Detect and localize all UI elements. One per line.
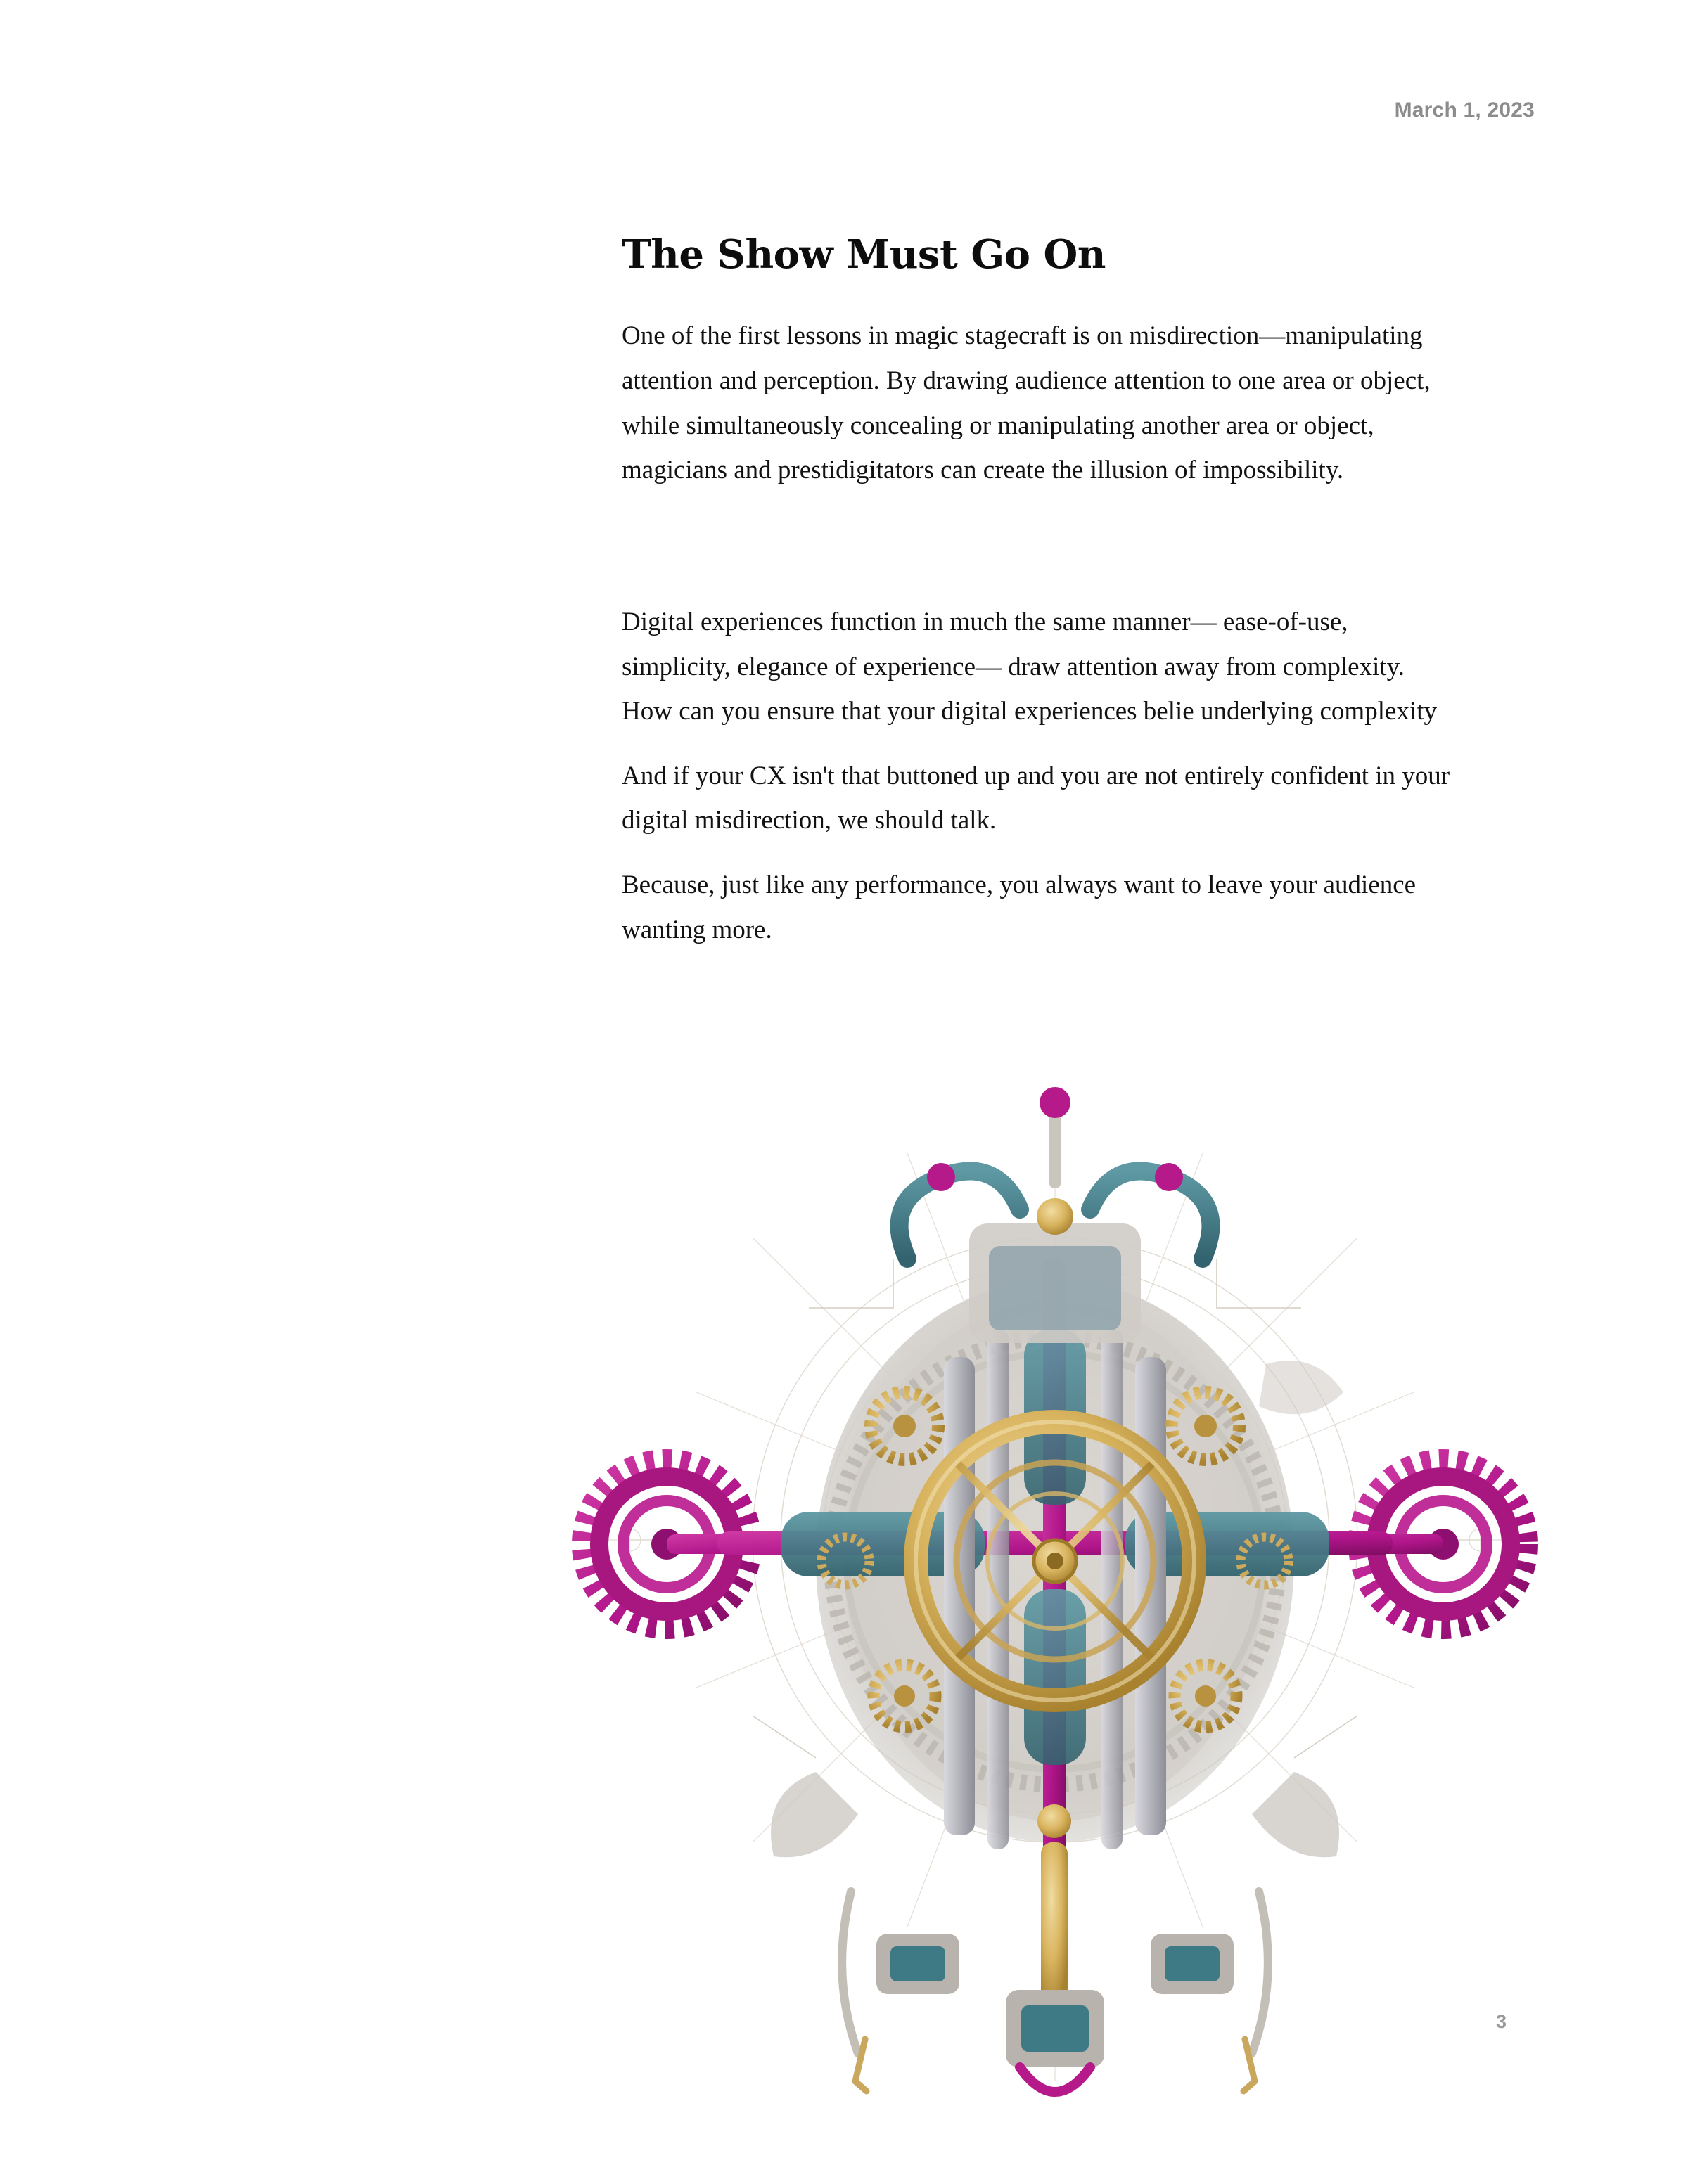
document-date: March 1, 2023 xyxy=(1394,98,1535,122)
center-pin xyxy=(1047,1553,1063,1569)
page-title: The Show Must Go On xyxy=(622,231,1106,278)
paragraph-4: Because, just like any performance, you always want to leave your audience wanting more. xyxy=(622,871,1417,944)
crown-assembly xyxy=(900,1087,1211,1343)
article-body xyxy=(622,232,1466,972)
page-number: 3 xyxy=(1495,2011,1507,2032)
paragraph-1: One of the first lessons in magic stagecraft is on misdirection—manipulating attention and perception. By drawing audience attention to one area or object, while simultaneously concealing or manipulating another area or object, magicians and prestidigitators can create the illusion of impossibility. xyxy=(622,321,1431,485)
paragraph-2: Digital experiences function in much the same manner— ease-of-use, simplicity, elegance of experience— draw attention away from complexity. How can you ensure that your digital experiences belie underlying complexity xyxy=(622,607,1437,726)
illustration-svg xyxy=(485,1027,1625,2152)
pendant-assembly xyxy=(842,1804,1268,2092)
ornate-clockwork-mechanism-illustration xyxy=(485,1027,1625,2152)
paragraph-3: And if your CX isn't that buttoned up and you are not entirely confident in your digital misdirection, we should talk. xyxy=(622,761,1450,835)
